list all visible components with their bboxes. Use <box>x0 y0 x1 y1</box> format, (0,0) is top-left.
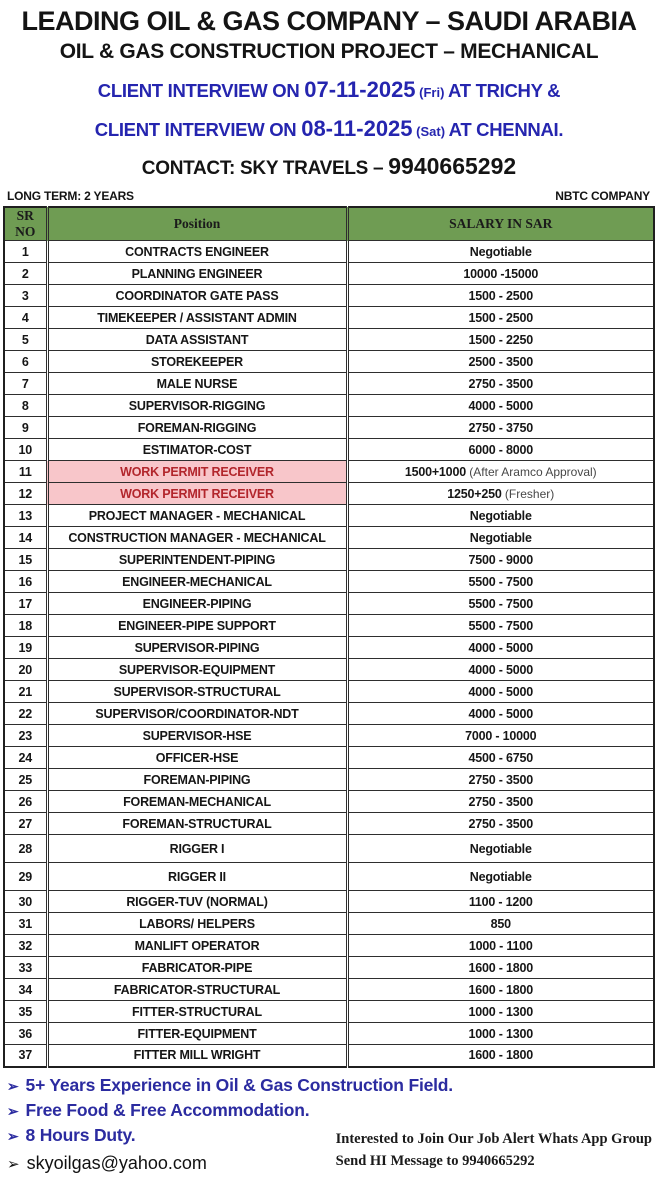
contact-phone-number: 9940665292 <box>388 153 517 180</box>
cell-srno: 31 <box>4 913 47 935</box>
table-row <box>4 483 654 505</box>
cell-srno: 26 <box>4 791 47 813</box>
table-row <box>4 957 654 979</box>
cell-salary: 4000 - 5000 <box>347 395 654 417</box>
whatsapp-note-line-1: Interested to Join Our Job Alert Whats App Group <box>335 1130 652 1147</box>
cell-salary: 2750 - 3750 <box>347 417 654 439</box>
cell-srno: 14 <box>4 527 47 549</box>
cell-salary: 4000 - 5000 <box>347 637 654 659</box>
cell-position: FOREMAN-STRUCTURAL <box>47 813 347 835</box>
cell-srno: 17 <box>4 593 47 615</box>
cell-salary: 1000 - 1100 <box>347 935 654 957</box>
interview-2-day: (Sat) <box>412 124 449 140</box>
cell-position: PLANNING ENGINEER <box>47 263 347 285</box>
column-header-salary: SALARY IN SAR <box>347 207 654 241</box>
cell-srno: 20 <box>4 659 47 681</box>
table-row <box>4 769 654 791</box>
interview-2-date: 08-11-2025 <box>301 116 413 142</box>
table-row <box>4 505 654 527</box>
cell-salary: 4000 - 5000 <box>347 681 654 703</box>
table-row <box>4 417 654 439</box>
arrow-bullet-icon: ➢ <box>7 1102 19 1119</box>
email-address: skyoilgas@yahoo.com <box>26 1152 207 1173</box>
cell-srno: 37 <box>4 1045 47 1067</box>
cell-srno: 21 <box>4 681 47 703</box>
table-row <box>4 791 654 813</box>
interview-1-day: (Fri) <box>415 85 449 101</box>
cell-position: FITTER-STRUCTURAL <box>47 1001 347 1023</box>
table-row <box>4 285 654 307</box>
column-header-position: Position <box>47 207 347 241</box>
cell-srno: 5 <box>4 329 47 351</box>
cell-srno: 3 <box>4 285 47 307</box>
cell-position: OFFICER-HSE <box>47 747 347 769</box>
table-row <box>4 747 654 769</box>
table-row <box>4 307 654 329</box>
arrow-bullet-icon: ➢ <box>7 1155 20 1173</box>
cell-salary: 1500 - 2250 <box>347 329 654 351</box>
cell-position: FITTER MILL WRIGHT <box>47 1045 347 1067</box>
cell-salary: 5500 - 7500 <box>347 571 654 593</box>
cell-position: SUPERINTENDENT-PIPING <box>47 549 347 571</box>
cell-salary: Negotiable <box>347 241 654 263</box>
cell-srno: 35 <box>4 1001 47 1023</box>
table-body <box>4 241 654 1067</box>
table-row <box>4 351 654 373</box>
whatsapp-note <box>336 1128 652 1173</box>
cell-position: SUPERVISOR-STRUCTURAL <box>47 681 347 703</box>
cell-srno: 1 <box>4 241 47 263</box>
cell-srno: 19 <box>4 637 47 659</box>
cell-position: DATA ASSISTANT <box>47 329 347 351</box>
interview-1-prefix: CLIENT INTERVIEW ON <box>97 80 305 102</box>
cell-position: TIMEKEEPER / ASSISTANT ADMIN <box>47 307 347 329</box>
cell-srno: 23 <box>4 725 47 747</box>
interview-line-1 <box>0 77 658 103</box>
cell-salary: 2500 - 3500 <box>347 351 654 373</box>
cell-srno: 36 <box>4 1023 47 1045</box>
cell-srno: 33 <box>4 957 47 979</box>
cell-position: CONTRACTS ENGINEER <box>47 241 347 263</box>
company-label: NBTC COMPANY <box>555 189 650 204</box>
cell-srno: 9 <box>4 417 47 439</box>
cell-position: RIGGER I <box>47 835 347 863</box>
table-row <box>4 637 654 659</box>
cell-position: SUPERVISOR-EQUIPMENT <box>47 659 347 681</box>
cell-srno: 22 <box>4 703 47 725</box>
cell-salary: Negotiable <box>347 505 654 527</box>
cell-salary: 850 <box>347 913 654 935</box>
cell-salary: Negotiable <box>347 527 654 549</box>
table-row <box>4 681 654 703</box>
cell-salary: 1500 - 2500 <box>347 307 654 329</box>
cell-salary: 1500+1000 (After Aramco Approval) <box>347 461 654 483</box>
cell-position: MANLIFT OPERATOR <box>47 935 347 957</box>
table-row <box>4 1001 654 1023</box>
cell-salary: 1600 - 1800 <box>347 1045 654 1067</box>
arrow-bullet-icon: ➢ <box>7 1127 19 1144</box>
cell-srno: 7 <box>4 373 47 395</box>
requirement-line <box>7 1073 658 1098</box>
table-row <box>4 725 654 747</box>
interview-1-city: AT TRICHY & <box>448 80 561 102</box>
cell-position: LABORS/ HELPERS <box>47 913 347 935</box>
cell-position: ENGINEER-PIPING <box>47 593 347 615</box>
cell-salary: 1000 - 1300 <box>347 1023 654 1045</box>
table-row <box>4 863 654 891</box>
cell-srno: 13 <box>4 505 47 527</box>
table-row <box>4 615 654 637</box>
cell-srno: 16 <box>4 571 47 593</box>
interview-line-2 <box>0 116 658 142</box>
salary-table <box>3 206 655 1068</box>
cell-salary: 1600 - 1800 <box>347 979 654 1001</box>
table-row <box>4 593 654 615</box>
cell-salary: 7000 - 10000 <box>347 725 654 747</box>
whatsapp-note-line-2: Send HI Message to 9940665292 <box>335 1153 535 1170</box>
arrow-bullet-icon: ➢ <box>7 1077 19 1094</box>
term-label: LONG TERM: 2 YEARS <box>7 189 134 204</box>
table-row <box>4 935 654 957</box>
duty-text: 8 Hours Duty. <box>25 1124 136 1145</box>
interview-2-city: AT CHENNAI. <box>448 119 564 141</box>
cell-position: FOREMAN-RIGGING <box>47 417 347 439</box>
cell-position: SUPERVISOR-HSE <box>47 725 347 747</box>
table-row <box>4 527 654 549</box>
cell-position: SUPERVISOR-RIGGING <box>47 395 347 417</box>
cell-position: RIGGER II <box>47 863 347 891</box>
cell-salary: 4000 - 5000 <box>347 703 654 725</box>
table-row <box>4 1045 654 1067</box>
cell-srno: 28 <box>4 835 47 863</box>
cell-srno: 34 <box>4 979 47 1001</box>
cell-srno: 30 <box>4 891 47 913</box>
contact-line <box>0 153 658 180</box>
cell-salary: 1100 - 1200 <box>347 891 654 913</box>
table-row <box>4 913 654 935</box>
cell-srno: 18 <box>4 615 47 637</box>
page-title: LEADING OIL & GAS COMPANY – SAUDI ARABIA <box>21 6 637 36</box>
cell-position: ENGINEER-MECHANICAL <box>47 571 347 593</box>
cell-position: FOREMAN-PIPING <box>47 769 347 791</box>
cell-srno: 32 <box>4 935 47 957</box>
cell-salary: 4000 - 5000 <box>347 659 654 681</box>
interview-2-prefix: CLIENT INTERVIEW ON <box>94 119 302 141</box>
benefit-text: Free Food & Free Accommodation. <box>25 1099 310 1120</box>
cell-srno: 11 <box>4 461 47 483</box>
cell-position: ESTIMATOR-COST <box>47 439 347 461</box>
column-header-srno: SR NO <box>4 207 47 241</box>
table-row <box>4 439 654 461</box>
cell-salary: Negotiable <box>347 863 654 891</box>
cell-salary: 2750 - 3500 <box>347 813 654 835</box>
cell-salary: 7500 - 9000 <box>347 549 654 571</box>
page-subtitle: OIL & GAS CONSTRUCTION PROJECT – MECHANICAL <box>59 40 599 64</box>
cell-salary: 4500 - 6750 <box>347 747 654 769</box>
cell-position: CONSTRUCTION MANAGER - MECHANICAL <box>47 527 347 549</box>
table-row <box>4 549 654 571</box>
table-row <box>4 461 654 483</box>
cell-salary: 2750 - 3500 <box>347 373 654 395</box>
cell-position: PROJECT MANAGER - MECHANICAL <box>47 505 347 527</box>
table-row <box>4 835 654 863</box>
cell-salary: Negotiable <box>347 835 654 863</box>
table-row <box>4 241 654 263</box>
requirement-text: 5+ Years Experience in Oil & Gas Construction Field. <box>25 1074 453 1095</box>
cell-srno: 10 <box>4 439 47 461</box>
table-row <box>4 263 654 285</box>
cell-srno: 2 <box>4 263 47 285</box>
footer <box>0 1073 658 1177</box>
contact-label: CONTACT: SKY TRAVELS – <box>141 158 389 180</box>
cell-position: SUPERVISOR-PIPING <box>47 637 347 659</box>
cell-salary: 1250+250 (Fresher) <box>347 483 654 505</box>
cell-position: FABRICATOR-PIPE <box>47 957 347 979</box>
table-row <box>4 395 654 417</box>
table-row <box>4 329 654 351</box>
interview-1-date: 07-11-2025 <box>304 77 416 103</box>
cell-srno: 24 <box>4 747 47 769</box>
cell-position: FITTER-EQUIPMENT <box>47 1023 347 1045</box>
cell-position: WORK PERMIT RECEIVER <box>47 461 347 483</box>
table-row <box>4 813 654 835</box>
cell-salary: 2750 - 3500 <box>347 791 654 813</box>
cell-salary: 1500 - 2500 <box>347 285 654 307</box>
table-row <box>4 979 654 1001</box>
cell-srno: 27 <box>4 813 47 835</box>
cell-srno: 29 <box>4 863 47 891</box>
table-row <box>4 891 654 913</box>
cell-salary: 5500 - 7500 <box>347 615 654 637</box>
cell-srno: 6 <box>4 351 47 373</box>
cell-salary: 6000 - 8000 <box>347 439 654 461</box>
table-row <box>4 571 654 593</box>
cell-position: MALE NURSE <box>47 373 347 395</box>
table-row <box>4 1023 654 1045</box>
table-row <box>4 659 654 681</box>
cell-position: RIGGER-TUV (NORMAL) <box>47 891 347 913</box>
cell-srno: 15 <box>4 549 47 571</box>
cell-salary: 2750 - 3500 <box>347 769 654 791</box>
meta-row <box>7 189 650 203</box>
cell-position: WORK PERMIT RECEIVER <box>47 483 347 505</box>
table-header-row <box>4 207 654 241</box>
cell-salary: 10000 -15000 <box>347 263 654 285</box>
table-row <box>4 373 654 395</box>
cell-position: COORDINATOR GATE PASS <box>47 285 347 307</box>
cell-position: FOREMAN-MECHANICAL <box>47 791 347 813</box>
cell-srno: 8 <box>4 395 47 417</box>
cell-srno: 4 <box>4 307 47 329</box>
cell-position: SUPERVISOR/COORDINATOR-NDT <box>47 703 347 725</box>
cell-salary: 5500 - 7500 <box>347 593 654 615</box>
cell-srno: 12 <box>4 483 47 505</box>
cell-position: FABRICATOR-STRUCTURAL <box>47 979 347 1001</box>
benefit-line <box>7 1098 658 1123</box>
cell-position: ENGINEER-PIPE SUPPORT <box>47 615 347 637</box>
table-row <box>4 703 654 725</box>
cell-salary: 1600 - 1800 <box>347 957 654 979</box>
cell-position: STOREKEEPER <box>47 351 347 373</box>
cell-srno: 25 <box>4 769 47 791</box>
cell-salary: 1000 - 1300 <box>347 1001 654 1023</box>
